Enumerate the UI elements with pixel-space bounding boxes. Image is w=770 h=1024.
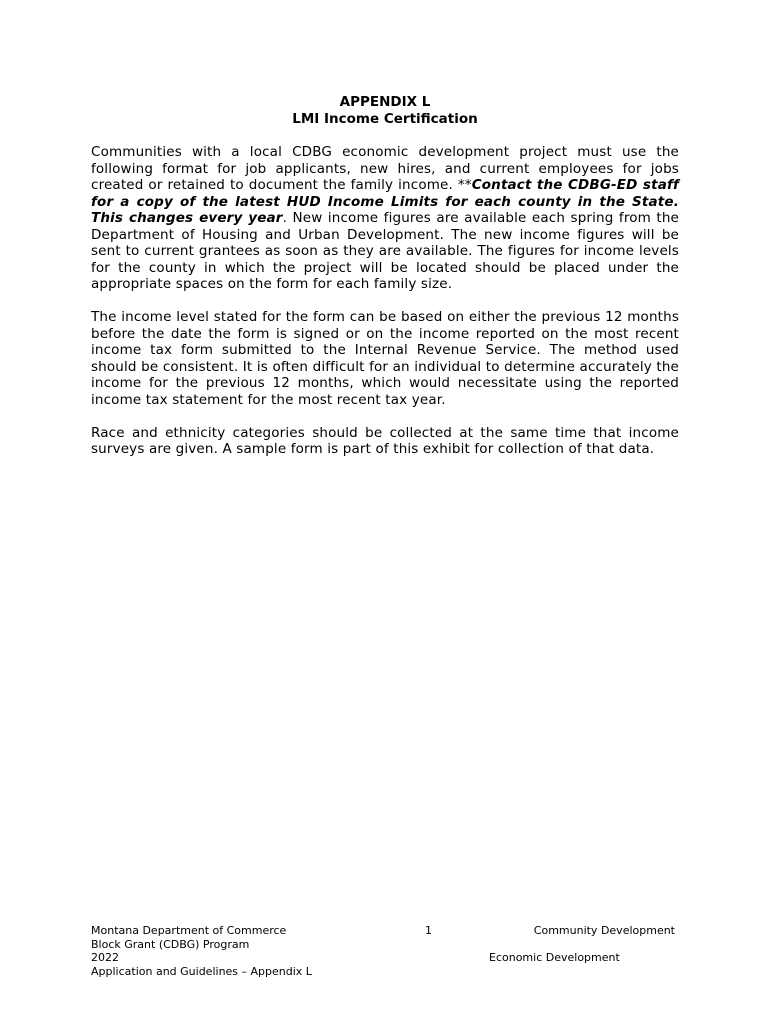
- page-footer: [91, 924, 679, 984]
- appendix-title: APPENDIX L: [339, 94, 431, 110]
- footer-community-development: Community Development: [533, 924, 675, 937]
- page-number: 1: [425, 924, 432, 937]
- footer-left-block: [91, 924, 351, 978]
- paragraph-1-text-b: . New income figures are available each spring from the Department of Housing and Urban Development. The new income figures will be sent to current grantees as soon as they are available. The figures for income levels for the county in which the project will be located should be placed under the appropriate spaces on the form for each family size.: [91, 210, 680, 292]
- document-body: [91, 144, 679, 474]
- paragraph-1-text-a: Communities with a local CDBG economic development project must use the following format for job applicants, new hires, and current employees for jobs created or retained to document the family income. **: [91, 144, 679, 193]
- footer-program: Block Grant (CDBG) Program: [91, 937, 250, 951]
- paragraph-1-emphasis: Contact the CDBG-ED staff for a copy of the latest HUD Income Limits for each county in the State. This changes every year: [91, 177, 680, 226]
- footer-year: 2022: [91, 951, 119, 964]
- appendix-subtitle: LMI Income Certification: [292, 111, 478, 127]
- footer-department: Montana Department of Commerce: [91, 924, 287, 937]
- footer-document-name: Application and Guidelines – Appendix L: [91, 964, 312, 978]
- footer-economic-development: Economic Development: [489, 951, 620, 964]
- paragraph-income-documentation: [91, 144, 679, 293]
- paragraph-race-ethnicity: Race and ethnicity categories should be collected at the same time that income surveys are given. A sample form is part of this exhibit for collection of that data.: [91, 424, 679, 457]
- document-heading: [91, 94, 679, 128]
- paragraph-income-level: The income level stated for the form can be based on either the previous 12 months before the date the form is signed or on the income reported on the most recent income tax form submitted to the Internal Revenue Service. The method used should be consistent. It is often difficult for an individual to determine accurately the income for the previous 12 months, which would necessitate using the reported income tax statement for the most recent tax year.: [91, 309, 679, 408]
